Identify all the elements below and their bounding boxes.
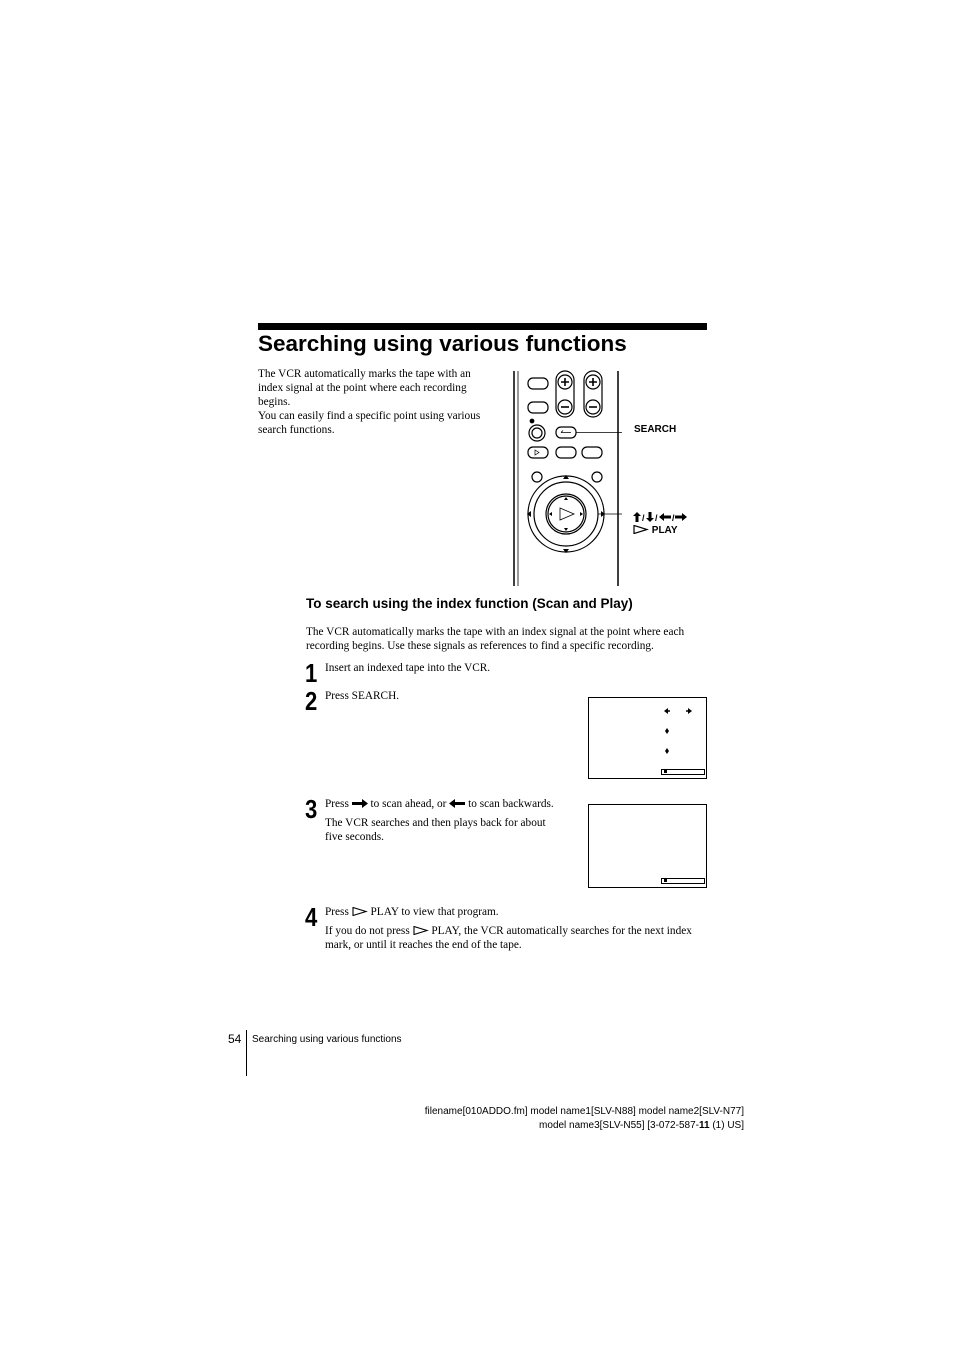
file-info-suffix: (1) US] xyxy=(709,1120,744,1131)
step-2-text: Press SEARCH. xyxy=(325,690,400,702)
section-description: The VCR automatically marks the tape with an index signal at the point where each recording begins. Use these signals as references to find a specific recording. xyxy=(306,626,685,652)
page-title: Searching using various functions xyxy=(258,331,627,356)
remote-control-illustration xyxy=(512,369,622,587)
step-4-text xyxy=(325,905,705,919)
file-info-line-1: filename[010ADDO.fm] model name1[SLV-N88] model name2[SLV-N77] xyxy=(424,1106,744,1117)
arrow-keys-icon xyxy=(633,512,687,522)
step-1-number: 1 xyxy=(305,658,318,688)
intro-line-2: You can easily find a specific point using various search functions. xyxy=(258,410,481,436)
step-4-number: 4 xyxy=(305,902,318,932)
step-2-number: 2 xyxy=(305,686,318,716)
step-3-subtext: The VCR searches and then plays back for about five seconds. xyxy=(325,817,546,843)
play-icon xyxy=(352,907,368,916)
left-arrow-icon xyxy=(449,799,465,808)
file-info-prefix: model name3[SLV-N55] [3-072-587- xyxy=(539,1120,699,1131)
step-3-text xyxy=(325,797,565,811)
step-3-number: 3 xyxy=(305,794,318,824)
right-arrow-icon xyxy=(352,799,368,808)
step-4-press: Press xyxy=(325,906,349,918)
svg-text:/: / xyxy=(672,513,675,522)
play-icon xyxy=(633,525,649,534)
file-info-revision: 11 xyxy=(698,1120,710,1131)
play-callout-label: PLAY xyxy=(651,525,678,536)
page-number: 54 xyxy=(228,1032,242,1046)
search-callout: SEARCH xyxy=(634,424,677,435)
tape-position-bar xyxy=(661,878,705,884)
screen-symbols xyxy=(589,698,706,778)
step-1-text: Insert an indexed tape into the VCR. xyxy=(325,662,491,674)
svg-text:/: / xyxy=(642,513,645,522)
step-3-back: to scan backwards. xyxy=(468,798,554,810)
file-info-line-2 xyxy=(380,1120,744,1131)
intro-text xyxy=(258,367,483,437)
arrows-callout xyxy=(633,512,687,524)
step-4-sub-rest: PLAY, the VCR automatically searches for the next index mark, or until it reaches the end of the tape. xyxy=(325,925,692,951)
step-3-ahead: to scan ahead, or xyxy=(370,798,447,810)
step-4-sub-prefix: If you do not press xyxy=(325,925,410,937)
footer-divider xyxy=(246,1030,247,1076)
svg-text:/: / xyxy=(655,513,658,522)
tv-screen-illustration-scan xyxy=(588,804,707,888)
intro-line-1: The VCR automatically marks the tape with an index signal at the point where each recording begins. xyxy=(258,368,471,408)
tv-screen-illustration-search xyxy=(588,697,707,779)
step-4-subtext xyxy=(325,924,710,952)
section-heading: To search using the index function (Scan and Play) xyxy=(306,596,633,611)
footer-section-title: Searching using various functions xyxy=(252,1034,402,1045)
title-rule xyxy=(258,323,707,330)
play-icon xyxy=(413,926,429,935)
play-callout xyxy=(633,525,678,536)
step-4-rest: PLAY to view that program. xyxy=(370,906,499,918)
step-3-press: Press xyxy=(325,798,349,810)
tape-position-bar xyxy=(661,769,705,775)
